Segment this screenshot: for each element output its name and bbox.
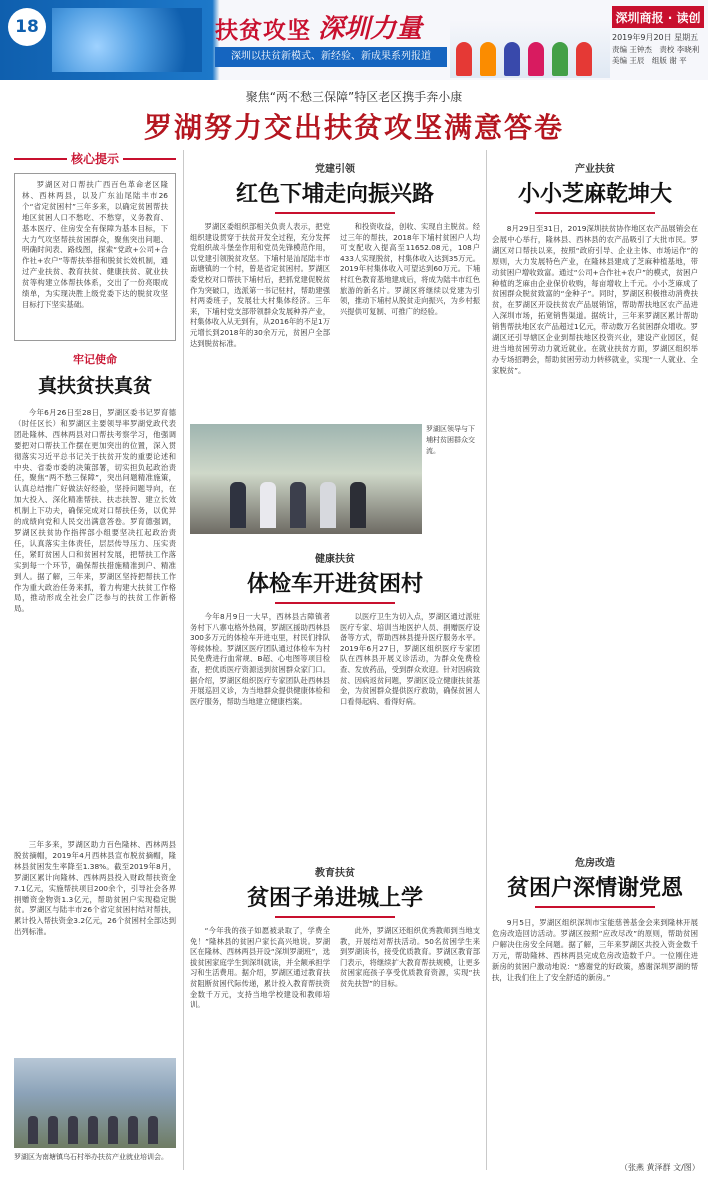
summary-box (14, 173, 176, 341)
right-column (492, 160, 698, 1128)
middle-column (190, 160, 480, 1156)
section-title: 小小芝麻乾坤大 (517, 181, 672, 207)
section-tag: 健康扶贫 (315, 554, 355, 565)
right-article: 9月5日，罗湖区组织深圳市宝能慈善基金会来到隆林开展危房改造回访活动。罗湖区按照“应改尽改”的原则，帮助贫困户解决住房安全问题。据了解，三年来罗湖区共投入资金数千万元，帮助隆林、西林两县完成危房改造数千户。一位刚住进新房的贫困户激动地说：“感谢党的好政策，感谢深圳罗湖的帮扶，让我们住上了安全舒适的新房。” (492, 918, 698, 982)
section-title: 体检车开进贫困村 (246, 571, 423, 597)
left-article-p1: 今年6月26日至28日，罗湖区委书记罗育德（时任区长）和罗湖区主要领导率罗湖党政代表团赴隆林、西林两县对口帮扶考察学习，他强调要把对口帮扶工作摆在更加突出的位置，深入贯彻落实习近平总书记关于扶贫开发的重要论述和中央、省委市委的决策部署，切实担负起政治责任，聚焦“两不愁三保障”，突出问题精准施策，认真总结推广好做法好经验，坚持问题导向，在加大投入、深化精准帮扶、扶志扶智、建立长效机制上下功夫，确保完成对口帮扶任务，以优异的成绩向党和人民交出满意答卷。罗育德强调，罗湖区扶贫协作指挥部小组要坚决扛起政治责任，认真落实主体责任，层层传导压力、压实责任，紧盯贫困人口和贫困村发展，把帮扶工作落实到每一个环节，确保帮扶措施精准到户、精准到人。据了解，三年来，罗湖区坚持把帮扶工作作为重大政治任务来抓，着力构建大扶贫工作格局，推动形成全社会广泛参与的扶贫工作新格局。 (14, 408, 176, 614)
section-title: 贫困子弟进城上学 (246, 885, 423, 911)
left-kicker: 牢记使命 (73, 353, 117, 366)
section-title: 贫困户深情谢党恩 (506, 875, 683, 901)
article-column: 今年8月9日一大早，西林县古障镇者务村下八寨屯格外热闹，罗湖区援助西林县300多万元的体检车开进屯里，村民们排队等候体检。罗湖区医疗团队通过体检车为村民免费进行血常规、B超、心电图等项目检查，把优质医疗资源送到贫困群众家门口。据介绍，罗湖区组织医疗专家团队赴西林县开展巡回义诊，为当地群众提供健康体检和医疗服务，帮助当地建立健康档案。 (190, 612, 330, 706)
right-article: 8月29日至31日，2019深圳扶贫协作地区农产品展销会在会展中心举行，隆林县、西林县的农产品吸引了大批市民。罗湖区对口帮扶以来，按照“政府引导、企业主体、市场运作”的原则，大力发展特色产业，在隆林县建成了芝麻种植基地，带动贫困户增收致富。通过“公司+合作社+农户”的模式，贫困户种植的芝麻由企业保价收购，每亩增收上千元。小小芝麻成了贫困群众脱贫致富的“金种子”。同时，罗湖区积极推动消费扶贫，在罗湖区开设扶贫农产品展销馆，帮助帮扶地区农产品进入深圳市场，拓宽销售渠道。据统计，三年来罗湖区累计帮助销售帮扶地区农产品超过1亿元，带动数万名贫困群众增收。罗湖区还引导辖区企业到帮扶地区投资兴业，建设产业园区，促进当地贫困劳动力就近就业。在就业扶贫方面，罗湖区组织举办专场招聘会，帮助贫困劳动力转移就业，实现“一人就业、全家脱贫”。 (492, 224, 698, 375)
article-column: “今年我的孩子如愿被录取了，学费全免！”隆林县的贫困户家长高兴地说。罗湖区在隆林、西林两县开设“深圳罗湖班”，选拔贫困家庭学生到深圳就读，并全额承担学习和生活费用。据介绍，罗湖区通过教育扶贫阻断贫困代际传递，累计投入教育帮扶资金数千万元，支持当地学校建设和教师培训。 (190, 926, 330, 1010)
section-rule (275, 602, 395, 604)
column-divider (183, 150, 184, 1170)
banner-illustration (52, 8, 202, 72)
lead-headline: 罗湖努力交出扶贫攻坚满意答卷 (143, 111, 564, 144)
section-rule (535, 212, 655, 214)
banner-subtitle: 深圳以扶贫新模式、新经验、新成果系列报道 (215, 47, 447, 67)
children-illustration (450, 20, 610, 78)
section-rule (275, 212, 395, 214)
article-column: 此外，罗湖区还组织优秀教师到当地支教，开展结对帮扶活动。50名贫困学生来到罗湖读书，接受优质教育。罗湖区教育部门表示，将继续扩大教育帮扶规模，让更多贫困家庭孩子享受优质教育资源，实现“扶贫先扶智”的目标。 (340, 926, 480, 988)
byline: （张燕 黄泽群 文/图） (620, 1163, 700, 1172)
summary-header (14, 150, 176, 167)
column-divider (486, 150, 487, 1170)
left-column (14, 150, 176, 1160)
section-rule (275, 916, 395, 918)
section-tag: 危房改造 (575, 858, 615, 869)
section-title: 红色下埔走向振兴路 (235, 181, 434, 207)
section-tag: 产业扶贫 (575, 164, 615, 175)
editors-line: 美编 王辰 组版 谢 平 (612, 56, 687, 65)
summary-title: 核心提示 (71, 152, 120, 166)
left-title: 真扶贫扶真贫 (37, 375, 152, 397)
lead-kicker: 聚焦“两不愁三保障”特区老区携手奔小康 (245, 90, 463, 104)
photo-caption: 罗湖区为南塘镇乌石村举办扶贫产业就业培训会。 (14, 1153, 168, 1161)
issue-date: 2019年9月20日 星期五 (612, 33, 699, 42)
article-column: 以医疗卫生为切入点，罗湖区通过派驻医疗专家、培训当地医护人员、捐赠医疗设备等方式，帮助西林县提升医疗服务水平。2019年6月27日，罗湖区组织医疗专家团队在西林县开展义诊活动，为群众免费检查、发放药品，受到群众欢迎。针对因病致贫、因病返贫问题，罗湖区设立健康扶贫基金，为贫困群众提供医疗救助，确保贫困人口看得起病、看得好病。 (340, 612, 480, 706)
article-column: 和投资收益，创收、实现自主脱贫。经过三年的帮扶，2018年下埔村贫困户人均可支配收入提高至11652.08元，108户433人实现脱贫，村集体收入达到35万元。2019年村集体收入可望达到60万元。下埔村红色教育基地建成后，将成为陆丰市红色旅游的新名片。罗湖区将继续以党建为引领，推动下埔村从脱贫走向振兴，为乡村振兴提供可复制、可推广的经验。 (340, 222, 480, 316)
section-rule (535, 906, 655, 908)
left-article-p2: 三年多来，罗湖区助力百色隆林、西林两县脱贫摘帽，2019年4月西林县宣布脱贫摘帽，隆林县贫困发生率降至1.38%。截至2019年8月，罗湖区累计向隆林、西林两县投入财政帮扶资金7.1亿元，实施帮扶项目200余个，引导社会各界捐赠资金物资1.3亿元，帮助贫困户实现稳定脱贫。罗湖区与陆丰市26个省定贫困村结对帮扶，累计投入帮扶资金3.2亿元，26个贫困村全部达到出列标准。 (14, 840, 176, 937)
paper-logo: 深圳商报 · 读创 (612, 6, 704, 28)
training-photo (14, 1058, 176, 1148)
masthead (0, 0, 708, 80)
banner-title-script: 深圳力量 (318, 14, 423, 44)
section-tag: 党建引领 (315, 164, 355, 175)
editors-line: 责编 王钟杰 责校 李晓利 (612, 45, 700, 54)
section-tag: 教育扶贫 (315, 868, 355, 879)
photo-caption: 罗湖区领导与下埔村贫困群众交流。 (426, 425, 475, 455)
page-number: 18 (8, 8, 46, 46)
meeting-photo (190, 424, 422, 534)
article-column: 罗湖区委组织部相关负责人表示，把党组织建设贯穿于扶贫开发全过程，充分发挥党组织战斗堡垒作用和党员先锋模范作用，以党建引领脱贫攻坚。下埔村是汕尾陆丰市南塘镇的一个村，曾是省定贫困村。罗湖区委党校对口帮扶下埔村后，把抓党建促脱贫作为突破口，选派第一书记驻村，帮助建强村两委班子，发展壮大村集体经济。三年来，下埔村党支部带领群众发展种养产业，村集体收入从无到有，从2016年的不足1万元增长到2018年的30余万元，贫困户全部达到脱贫标准。 (190, 222, 330, 348)
summary-text: 罗湖区对口帮扶广西百色革命老区隆林、西林两县，以及广东汕尾陆丰市26个“省定贫困村”三年多来，以确定贫困帮扶地区贫困人口不愁吃、不愁穿，义务教育、基本医疗、住房安全有保障为基本目标，下大力气攻坚帮扶贫困群众，聚焦突出问题、明确时间表、路线图，探索“党政+公司+合作社+农户”等帮扶举措和脱贫长效机制，通过产业扶贫、教育扶贫、健康扶贫、就业扶贫等构建立体帮扶体系，交出了一份亮眼成绩单，为实现决胜上级党委下达的脱贫攻坚目标打下坚实基础。 (22, 180, 168, 309)
editors-credit (612, 44, 708, 66)
banner-title: 扶贫攻坚 (215, 17, 311, 44)
